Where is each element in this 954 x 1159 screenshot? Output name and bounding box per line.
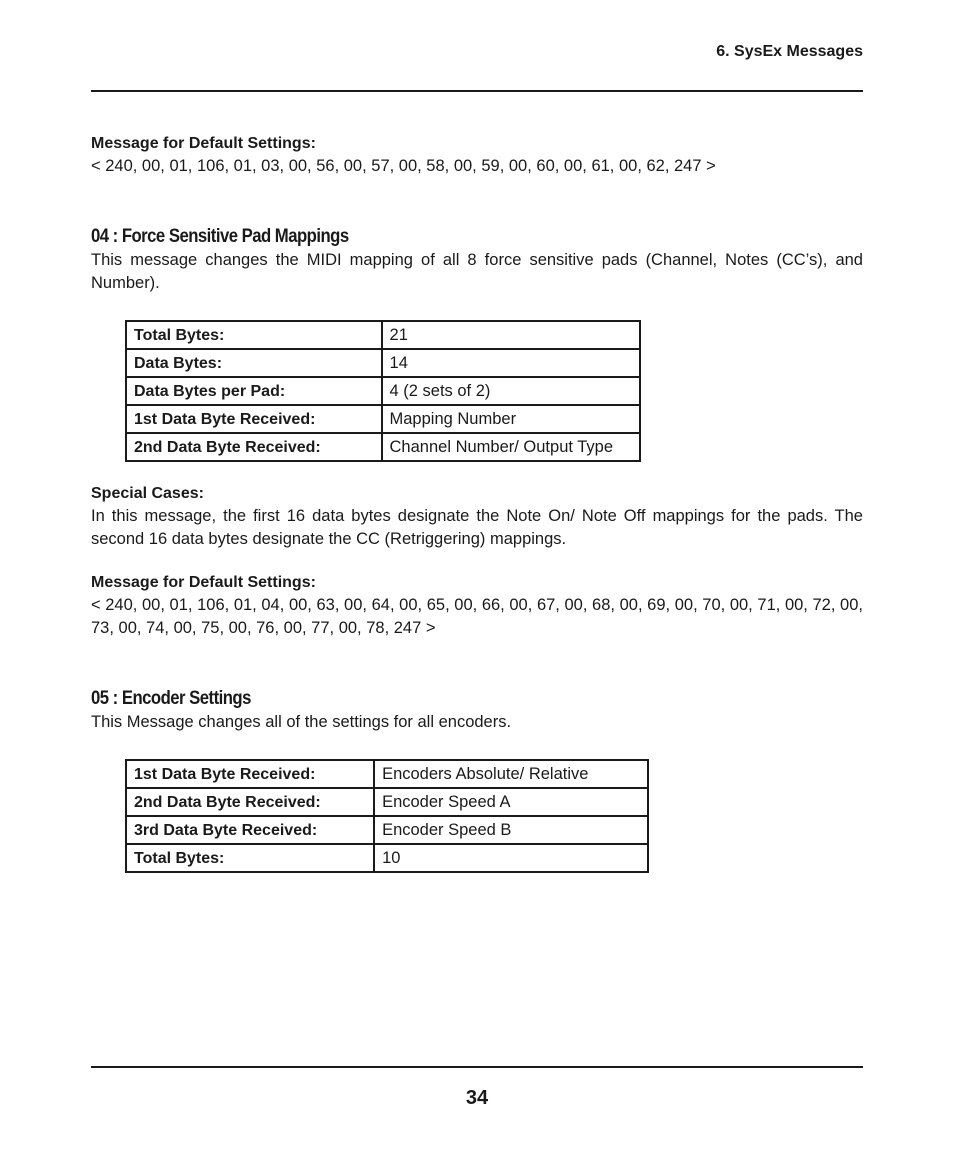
- table-key: Total Bytes:: [126, 321, 382, 349]
- table-key: 3rd Data Byte Received:: [126, 816, 374, 844]
- header-rule: [91, 90, 863, 92]
- table-value: 14: [382, 349, 640, 377]
- table-key: 1st Data Byte Received:: [126, 760, 374, 788]
- table-row: [126, 377, 640, 405]
- section-05-spec-table: [125, 759, 649, 873]
- page-number: 34: [465, 1087, 489, 1109]
- table-key: 1st Data Byte Received:: [126, 405, 382, 433]
- section-04-spec-table: [125, 320, 641, 462]
- section-04-description: This message changes the MIDI mapping of all 8 force sensitive pads (Channel, Notes (CC’s), and Number).: [91, 251, 863, 292]
- table-value: 10: [374, 844, 648, 872]
- table-row: [126, 760, 648, 788]
- default-settings-label: Message for Default Settings:: [91, 574, 316, 591]
- default-settings-label: Message for Default Settings:: [91, 135, 316, 152]
- default-settings-message: < 240, 00, 01, 106, 01, 03, 00, 56, 00, 57, 00, 58, 00, 59, 00, 60, 00, 61, 00, 62, 247 >: [91, 157, 716, 175]
- special-cases-label: Special Cases:: [91, 485, 204, 502]
- table-row: [126, 788, 648, 816]
- table-key: 2nd Data Byte Received:: [126, 788, 374, 816]
- table-key: Data Bytes:: [126, 349, 382, 377]
- section-heading-05: 05 : Encoder Settings: [91, 688, 251, 709]
- table-row: [126, 405, 640, 433]
- footer-rule: [91, 1066, 863, 1068]
- table-key: Data Bytes per Pad:: [126, 377, 382, 405]
- table-row: [126, 844, 648, 872]
- default-settings-message: < 240, 00, 01, 106, 01, 04, 00, 63, 00, 64, 00, 65, 00, 66, 00, 67, 00, 68, 00, 69, 00, 70, 00, 71, 00, 72, 00, 73, 00, 74, 00, 75, 00, 76, 00, 77, 00, 78, 247 >: [91, 596, 863, 637]
- table-row: [126, 816, 648, 844]
- table-value: Mapping Number: [382, 405, 640, 433]
- table-value: Encoders Absolute/ Relative: [374, 760, 648, 788]
- table-value: Encoder Speed B: [374, 816, 648, 844]
- table-row: [126, 321, 640, 349]
- table-value: 21: [382, 321, 640, 349]
- table-key: Total Bytes:: [126, 844, 374, 872]
- table-row: [126, 349, 640, 377]
- table-key: 2nd Data Byte Received:: [126, 433, 382, 461]
- section-heading-04: 04 : Force Sensitive Pad Mappings: [91, 226, 349, 247]
- table-value: 4 (2 sets of 2): [382, 377, 640, 405]
- table-value: Channel Number/ Output Type: [382, 433, 640, 461]
- table-value: Encoder Speed A: [374, 788, 648, 816]
- section-05-description: This Message changes all of the settings for all encoders.: [91, 713, 512, 731]
- running-header: 6. SysEx Messages: [716, 43, 863, 60]
- table-row: [126, 433, 640, 461]
- special-cases-text: In this message, the first 16 data bytes designate the Note On/ Note Off mappings for the pads. The second 16 data bytes designate the CC (Retriggering) mappings.: [91, 507, 863, 548]
- page-content: [91, 133, 863, 873]
